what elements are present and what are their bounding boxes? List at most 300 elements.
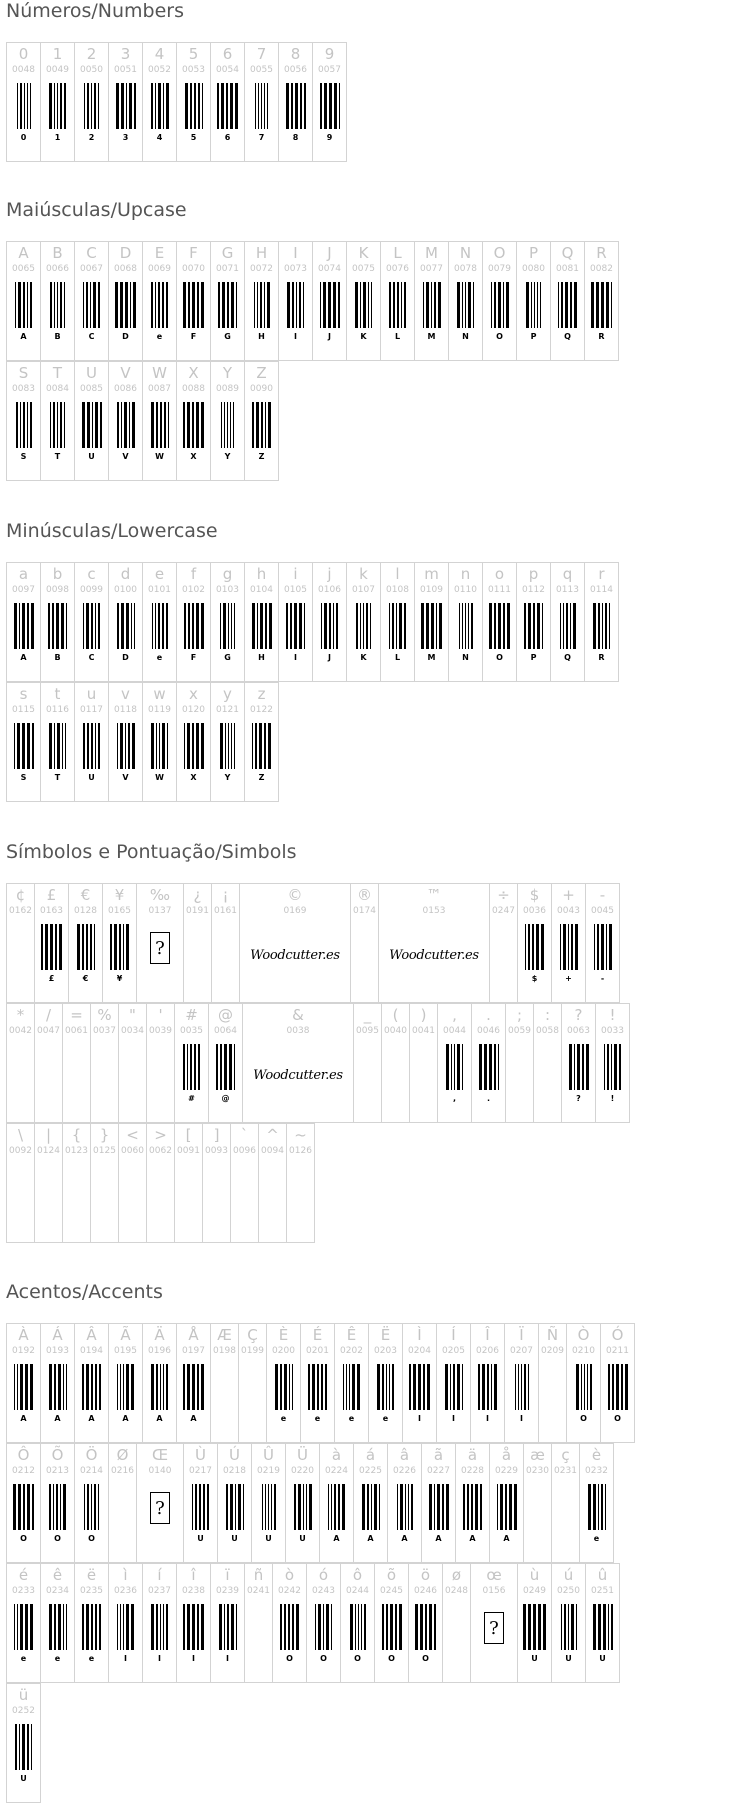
glyph-cell — [489, 883, 518, 1003]
barcode-bar — [59, 924, 62, 970]
barcode-bar — [166, 1364, 168, 1410]
character-label: / — [45, 1006, 52, 1024]
character-label: n — [460, 565, 471, 583]
glyph-cell — [244, 241, 279, 361]
barcode-bar — [434, 1604, 436, 1650]
glyph-cell — [74, 682, 109, 802]
char-code: 0120 — [182, 705, 205, 715]
barcode-glyph — [328, 1484, 345, 1530]
glyph-preview — [267, 1364, 300, 1426]
character-label: ¡ — [222, 886, 229, 904]
char-code: 0193 — [46, 1346, 69, 1356]
glyph-cell — [471, 1003, 506, 1123]
barcode-glyph — [421, 603, 442, 649]
glyph-caption: K — [360, 332, 367, 341]
barcode-glyph — [84, 1484, 99, 1530]
barcode-bar — [166, 603, 168, 649]
glyph-caption: V — [122, 773, 129, 782]
glyph-cell — [210, 562, 245, 682]
barcode-bar — [31, 1724, 32, 1770]
glyph-preview — [177, 282, 210, 344]
glyph-preview — [552, 1604, 585, 1666]
character-label: + — [562, 886, 575, 904]
char-code: 0043 — [557, 906, 580, 916]
barcode-glyph — [183, 1044, 200, 1090]
barcode-glyph — [83, 282, 100, 328]
char-code: 0049 — [46, 65, 69, 75]
barcode-bar — [507, 603, 510, 649]
char-code: 0226 — [393, 1466, 416, 1476]
barcode-glyph — [115, 282, 136, 328]
glyph-preview — [177, 402, 210, 464]
char-code: 0220 — [291, 1466, 314, 1476]
char-code: 0061 — [65, 1026, 88, 1036]
missing-glyph-icon: ? — [150, 932, 170, 964]
glyph-caption: O — [54, 1534, 61, 1543]
character-label: û — [597, 1566, 608, 1584]
glyph-preview — [7, 402, 40, 464]
glyph-cell — [517, 883, 552, 1003]
character-label: Õ — [51, 1446, 64, 1464]
char-code: 0037 — [93, 1026, 116, 1036]
barcode-glyph — [389, 603, 406, 649]
glyph-preview — [379, 924, 489, 986]
barcode-bar — [611, 282, 612, 328]
character-label: Æ — [217, 1326, 232, 1344]
barcode-glyph — [48, 603, 67, 649]
char-code: 0198 — [213, 1346, 236, 1356]
barcode-glyph — [192, 1484, 209, 1530]
glyph-preview — [7, 1724, 40, 1786]
glyph-preview — [552, 924, 585, 986]
barcode-bar — [267, 282, 270, 328]
glyph-cell — [142, 42, 177, 162]
glyph-cell — [142, 361, 177, 481]
barcode-glyph — [594, 924, 612, 970]
barcode-glyph — [343, 1364, 360, 1410]
glyph-caption: F — [190, 332, 197, 341]
character-label: f — [190, 565, 197, 583]
barcode-glyph — [14, 1604, 33, 1650]
glyph-preview — [211, 603, 244, 665]
glyph-preview — [41, 83, 74, 145]
char-code: 0079 — [488, 264, 511, 274]
barcode-bar — [201, 723, 204, 769]
character-label: W — [152, 364, 167, 382]
character-label: 7 — [256, 45, 267, 63]
barcode-glyph — [183, 282, 204, 328]
char-code: 0057 — [318, 65, 341, 75]
barcode-glyph — [14, 723, 34, 769]
glyph-caption: 0 — [20, 133, 27, 142]
char-code: 0088 — [182, 384, 205, 394]
glyph-cell — [176, 361, 211, 481]
char-code: 0169 — [283, 906, 307, 916]
glyph-cell — [286, 1123, 315, 1243]
glyph-caption: O — [614, 1414, 621, 1423]
glyph-caption: H — [258, 332, 265, 341]
barcode-bar — [392, 1364, 394, 1410]
glyph-cell — [551, 1563, 586, 1683]
glyph-preview — [103, 924, 136, 986]
barcode-glyph — [218, 282, 237, 328]
character-label: Í — [451, 1326, 456, 1344]
barcode-bar — [30, 1604, 33, 1650]
glyph-preview — [109, 1364, 142, 1426]
barcode-glyph — [350, 1604, 366, 1650]
glyph-cell — [566, 1323, 601, 1443]
glyph-preview — [211, 723, 244, 785]
glyph-preview — [245, 282, 278, 344]
glyph-caption: O — [88, 1534, 95, 1543]
glyph-caption: I — [486, 1414, 489, 1423]
glyph-cell — [90, 1123, 119, 1243]
char-code: 0174 — [353, 906, 376, 916]
barcode-bar — [574, 282, 577, 328]
character-label: Ú — [229, 1446, 240, 1464]
character-label: M — [425, 244, 438, 262]
char-code: 0042 — [9, 1026, 32, 1036]
glyph-caption: W — [155, 773, 164, 782]
char-code: 0064 — [214, 1026, 237, 1036]
glyph-cell — [108, 1443, 137, 1563]
glyph-preview — [438, 1044, 471, 1106]
character-label: 8 — [290, 45, 301, 63]
character-label: & — [292, 1006, 304, 1024]
glyph-preview — [524, 1484, 551, 1546]
char-code: 0114 — [590, 585, 613, 595]
char-code: 0212 — [12, 1466, 35, 1476]
char-code: 0203 — [374, 1346, 397, 1356]
barcode-glyph — [151, 402, 169, 448]
character-label: Å — [188, 1326, 199, 1344]
glyph-caption: S — [20, 452, 27, 461]
glyph-cell — [306, 1563, 341, 1683]
glyph-caption: e — [593, 1534, 600, 1543]
glyph-caption: L — [394, 653, 401, 662]
glyph-preview — [143, 402, 176, 464]
char-code: 0123 — [65, 1146, 88, 1156]
glyph-preview — [347, 282, 380, 344]
character-label: â — [399, 1446, 410, 1464]
glyph-caption: L — [394, 332, 401, 341]
barcode-bar — [98, 1484, 99, 1530]
barcode-glyph — [14, 603, 34, 649]
glyph-preview — [41, 723, 74, 785]
character-label: s — [19, 685, 28, 703]
glyph-preview — [91, 1044, 118, 1106]
char-code: 0218 — [223, 1466, 246, 1476]
barcode-bar — [292, 1364, 293, 1410]
character-label: Q — [561, 244, 574, 262]
barcode-glyph — [183, 402, 204, 448]
glyph-preview — [562, 1044, 595, 1106]
barcode-glyph — [275, 1364, 293, 1410]
glyph-cell — [334, 1323, 369, 1443]
glyph-preview — [119, 1044, 146, 1106]
char-code: 0197 — [182, 1346, 205, 1356]
character-label: a — [18, 565, 29, 583]
barcode-bar — [605, 1484, 606, 1530]
glyph-preview — [75, 603, 108, 665]
character-label: k — [359, 565, 368, 583]
glyph-cell — [74, 1323, 109, 1443]
glyph-preview — [409, 1604, 442, 1666]
glyph-caption: N — [462, 653, 469, 662]
character-label: Ã — [120, 1326, 131, 1344]
barcode-glyph — [184, 603, 204, 649]
character-label: ü — [18, 1686, 29, 1704]
barcode-glyph — [82, 1604, 101, 1650]
barcode-bar — [167, 723, 168, 769]
char-code: 0059 — [508, 1026, 531, 1036]
glyph-cell — [374, 1563, 409, 1683]
glyph-preview — [443, 1604, 470, 1666]
char-code: 0110 — [454, 585, 477, 595]
barcode-bar — [132, 723, 135, 769]
char-code: 0165 — [108, 906, 131, 916]
barcode-bar — [32, 723, 34, 769]
barcode-bar — [575, 924, 578, 970]
char-code: 0104 — [250, 585, 273, 595]
glyph-cell — [380, 562, 415, 682]
glyph-caption: U — [231, 1534, 238, 1543]
glyph-preview — [347, 603, 380, 665]
barcode-glyph — [16, 402, 32, 448]
glyph-caption: Y — [224, 773, 231, 782]
character-label: ® — [357, 886, 372, 904]
glyph-cell — [6, 42, 41, 162]
glyph-cell — [538, 1323, 567, 1443]
barcode-bar — [66, 603, 67, 649]
glyph-preview — [211, 83, 244, 145]
barcode-glyph — [362, 1484, 380, 1530]
barcode-glyph — [524, 603, 543, 649]
glyph-preview — [7, 1604, 40, 1666]
char-code: 0078 — [454, 264, 477, 274]
glyph-cell — [505, 1003, 534, 1123]
glyph-caption: £ — [48, 974, 55, 983]
barcode-glyph — [593, 1604, 613, 1650]
glyph-preview — [245, 603, 278, 665]
glyph-caption: C — [88, 653, 95, 662]
barcode-bar — [576, 1604, 577, 1650]
character-label: | — [45, 1126, 52, 1144]
barcode-bar — [98, 83, 99, 129]
char-code: 0213 — [46, 1466, 69, 1476]
barcode-glyph — [82, 402, 102, 448]
character-label: r — [598, 565, 605, 583]
character-label: O — [493, 244, 506, 262]
glyph-preview — [41, 1364, 74, 1426]
glyph-preview — [245, 402, 278, 464]
character-label: b — [52, 565, 63, 583]
glyph-preview — [381, 603, 414, 665]
glyph-cell — [244, 682, 279, 802]
glyph-preview — [320, 1484, 353, 1546]
char-code: 0194 — [80, 1346, 103, 1356]
barcode-bar — [357, 1364, 360, 1410]
glyph-cell — [108, 1323, 143, 1443]
glyph-preview — [471, 1364, 504, 1426]
glyph-cell — [34, 1003, 63, 1123]
glyph-caption: U — [265, 1534, 272, 1543]
char-code: 0100 — [114, 585, 137, 595]
glyph-caption: I — [192, 1654, 195, 1663]
character-label: Ó — [611, 1326, 624, 1344]
char-code: 0232 — [585, 1466, 608, 1476]
char-code: 0097 — [12, 585, 35, 595]
barcode-bar — [30, 282, 32, 328]
barcode-bar — [462, 1044, 463, 1090]
barcode-glyph — [13, 1484, 34, 1530]
character-label: é — [18, 1566, 29, 1584]
char-code: 0107 — [352, 585, 375, 595]
char-code: 0087 — [148, 384, 171, 394]
char-code: 0101 — [148, 585, 171, 595]
barcode-bar — [528, 1364, 529, 1410]
glyph-preview — [175, 1044, 208, 1106]
barcode-glyph — [219, 1604, 237, 1650]
character-label: 1 — [52, 45, 63, 63]
glyph-caption: K — [360, 653, 367, 662]
char-code: 0122 — [250, 705, 273, 715]
glyph-preview — [69, 924, 102, 986]
char-code: 0117 — [80, 705, 103, 715]
char-code: 0033 — [601, 1026, 624, 1036]
glyph-caption: e — [20, 1654, 27, 1663]
barcode-glyph — [356, 603, 371, 649]
char-code: 0096 — [233, 1146, 256, 1156]
barcode-bar — [462, 1364, 463, 1410]
character-label: : — [544, 1006, 551, 1024]
glyph-preview — [184, 924, 211, 986]
barcode-glyph — [184, 723, 204, 769]
glyph-cell — [176, 241, 211, 361]
glyph-caption: G — [224, 653, 231, 662]
barcode-bar — [625, 1364, 628, 1410]
glyph-preview — [580, 1484, 613, 1546]
character-label: œ — [486, 1566, 502, 1584]
character-label: È — [278, 1326, 289, 1344]
barcode-glyph — [608, 1364, 628, 1410]
glyph-cell — [550, 241, 585, 361]
glyph-cell — [40, 1443, 75, 1563]
glyph-cell — [516, 241, 551, 361]
glyph-preview — [41, 1484, 74, 1546]
char-code: 0068 — [114, 264, 137, 274]
character-label: X — [188, 364, 199, 382]
barcode-bar — [480, 1484, 482, 1530]
glyph-caption: . — [486, 1094, 491, 1103]
character-label: É — [312, 1326, 323, 1344]
glyph-preview — [369, 1364, 402, 1426]
barcode-glyph — [409, 1364, 430, 1410]
glyph-preview — [472, 1044, 505, 1106]
barcode-glyph — [389, 282, 406, 328]
glyph-caption: J — [328, 653, 331, 662]
barcode-glyph — [558, 282, 577, 328]
char-code: 0112 — [522, 585, 545, 595]
char-code: 0070 — [182, 264, 205, 274]
glyph-caption: - — [600, 974, 605, 983]
barcode-bar — [98, 282, 100, 328]
barcode-bar — [64, 282, 65, 328]
glyph-caption: V — [122, 452, 129, 461]
barcode-glyph — [446, 1044, 463, 1090]
glyph-caption: A — [401, 1534, 408, 1543]
barcode-bar — [514, 1484, 517, 1530]
barcode-bar — [296, 1604, 299, 1650]
character-label: . — [486, 1006, 491, 1024]
glyph-cell — [210, 682, 245, 802]
char-code: 0199 — [241, 1346, 264, 1356]
glyph-cell — [6, 562, 41, 682]
barcode-bar — [339, 83, 340, 129]
barcode-bar — [586, 1044, 589, 1090]
character-label: e — [154, 565, 165, 583]
glyph-preview — [596, 1044, 629, 1106]
char-code: 0210 — [572, 1346, 595, 1356]
glyph-cell — [585, 883, 620, 1003]
barcode-glyph — [604, 1044, 621, 1090]
glyph-cell — [136, 1443, 184, 1563]
barcode-glyph — [459, 603, 473, 649]
glyph-caption: e — [54, 1654, 61, 1663]
glyph-cell — [504, 1323, 539, 1443]
glyph-cell — [595, 1003, 630, 1123]
character-label: ¿ — [193, 886, 202, 904]
glyph-preview — [534, 1044, 561, 1106]
barcode-bar — [66, 1604, 67, 1650]
barcode-glyph — [151, 83, 169, 129]
glyph-caption: O — [388, 1654, 395, 1663]
glyph-cell — [108, 682, 143, 802]
character-label: 6 — [222, 45, 233, 63]
barcode-bar — [438, 282, 441, 328]
barcode-glyph — [280, 1604, 299, 1650]
glyph-caption: A — [20, 653, 27, 662]
glyph-cell — [436, 1323, 471, 1443]
woodcutter-logo: Woodcutter.es — [250, 948, 340, 963]
character-label: N — [459, 244, 472, 262]
glyph-caption: U — [20, 1774, 27, 1783]
glyph-cell — [319, 1443, 354, 1563]
barcode-bar — [201, 1364, 204, 1410]
glyph-caption: M — [427, 653, 436, 662]
glyph-caption: G — [224, 332, 231, 341]
glyph-caption: X — [190, 452, 197, 461]
glyph-preview — [184, 1484, 217, 1546]
barcode-glyph — [183, 1604, 204, 1650]
section-title-lowercase: Minúsculas/Lowercase — [6, 520, 218, 542]
glyph-preview — [41, 282, 74, 344]
char-code: 0191 — [186, 906, 209, 916]
glyph-cell — [448, 562, 483, 682]
glyph-cell — [584, 562, 619, 682]
glyph-cell — [421, 1443, 456, 1563]
char-code: 0227 — [427, 1466, 450, 1476]
glyph-preview — [243, 1044, 353, 1106]
char-code: 0041 — [412, 1026, 435, 1036]
character-label: À — [18, 1326, 29, 1344]
glyph-preview — [490, 1484, 523, 1546]
char-code: 0236 — [114, 1586, 137, 1596]
char-code: 0034 — [121, 1026, 144, 1036]
glyph-cell — [387, 1443, 422, 1563]
barcode-bar — [404, 603, 406, 649]
glyph-preview — [211, 1364, 238, 1426]
